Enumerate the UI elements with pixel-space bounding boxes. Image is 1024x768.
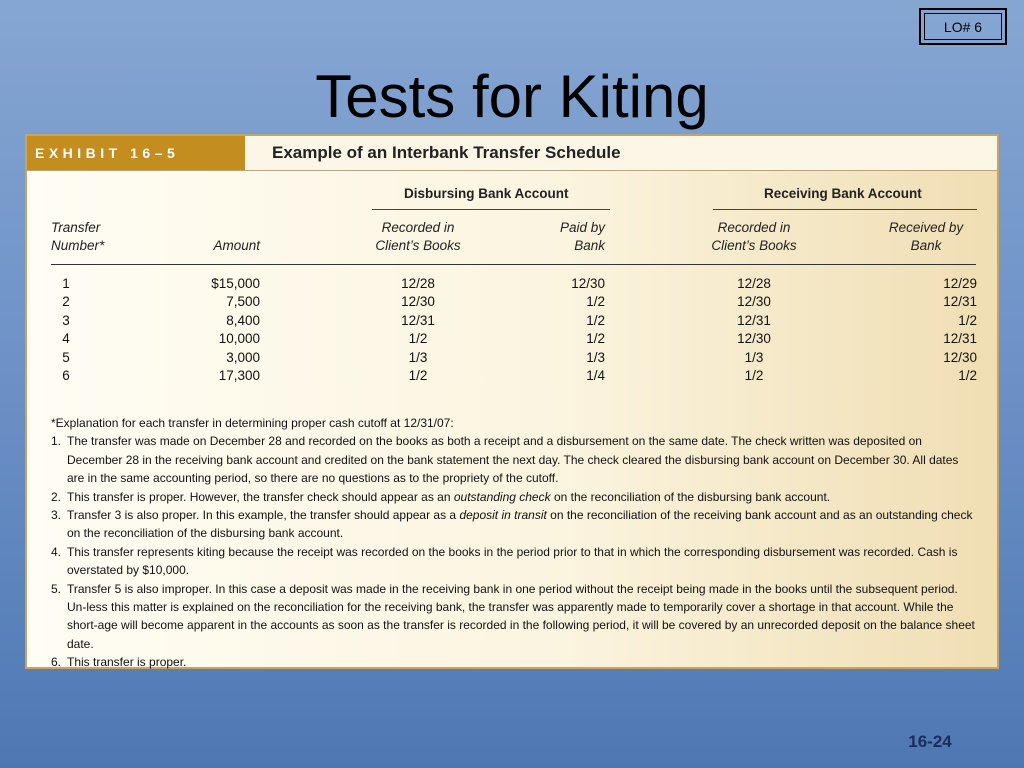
note-4: 4. This transfer represents kiting because the receipt was recorded on the books in the period prior to that in which the corresponding disbursement was recorded. Cash is overstated by $10,000.: [51, 544, 958, 578]
cell-recorded-disbursing: 1/2: [408, 368, 428, 383]
exhibit-label: EXHIBIT 16–5: [27, 136, 245, 170]
note-6: 6. This transfer is proper.: [51, 655, 187, 670]
lo-badge: [919, 8, 1007, 45]
cell-transfer-number: 5: [62, 349, 70, 365]
header-rule: [51, 264, 976, 265]
slide-title: Tests for Kiting: [315, 63, 709, 130]
cell-recorded-disbursing: 12/28: [401, 276, 435, 291]
cell-transfer-number: 4: [62, 331, 70, 347]
page-number: 16-24: [908, 732, 952, 751]
cell-transfer-number: 2: [62, 294, 70, 310]
group-receiving-rule: [713, 209, 977, 210]
note-1: 1. The transfer was made on December 28 and recorded on the books as both a receipt and a disbursement on the same date. The check written was deposited on December 28 in the receiving bank account and credited on the bank statement the next day. The check cleared the disbursing bank account on December 30. All dates are in the same accounting period, so there are no questions as to the propriety of the cutoff.: [51, 434, 959, 486]
cell-amount: 7,500: [226, 294, 260, 310]
cell-amount: 17,300: [218, 368, 260, 383]
cell-paid-by-bank: 1/4: [586, 368, 605, 383]
cell-amount: 8,400: [226, 312, 260, 328]
group-disbursing: Disbursing Bank Account: [404, 186, 569, 201]
cell-recorded-receiving: 12/30: [737, 294, 771, 310]
header-amount: Amount: [213, 238, 260, 253]
cell-paid-by-bank: 1/3: [586, 349, 605, 365]
cell-recorded-disbursing: 12/30: [401, 294, 435, 310]
cell-received-by-bank: 12/30: [943, 349, 977, 365]
cell-recorded-disbursing: 1/2: [408, 331, 428, 347]
cell-paid-by-bank: 1/2: [586, 331, 605, 347]
cell-recorded-receiving: 1/2: [744, 368, 764, 383]
cell-recorded-disbursing: 1/3: [408, 349, 428, 365]
cell-received-by-bank: 12/29: [943, 276, 977, 291]
cell-recorded-receiving: 1/3: [744, 349, 764, 365]
cell-amount: 3,000: [226, 349, 260, 365]
cell-amount: $15,000: [211, 276, 260, 291]
cell-received-by-bank: 12/31: [943, 331, 977, 347]
group-disbursing-rule: [372, 209, 610, 210]
note-2: 2. This transfer is proper. However, the transfer check should appear as an outstanding check on the reconciliation of the disbursing bank account.: [51, 489, 831, 504]
cell-recorded-receiving: 12/28: [737, 276, 771, 291]
explanation-intro: *Explanation for each transfer in determining proper cash cutoff at 12/31/07:: [51, 416, 454, 430]
header-transfer-number: Transfer Number*: [51, 220, 105, 253]
header-paid-by-bank: Paid by Bank: [559, 220, 605, 253]
explanation-notes: [51, 414, 976, 672]
group-receiving: Receiving Bank Account: [764, 186, 922, 201]
cell-recorded-disbursing: 12/31: [401, 312, 435, 328]
cell-paid-by-bank: 12/30: [571, 276, 605, 291]
lo-badge-label: LO# 6: [924, 13, 1002, 40]
cell-received-by-bank: 1/2: [958, 368, 977, 383]
header-received-by-bank: Received by Bank: [888, 220, 964, 253]
cell-recorded-receiving: 12/31: [737, 312, 771, 328]
note-5: 5. Transfer 5 is also improper. In this case a deposit was made in the receiving bank in one period without the receipt being made in the books until the subsequent period. Un-less this matter is explained on the reconciliation for the receiving bank, the transfer was apparently made to temporarily cover a shortage in that account. While the short-age will become apparent in the accounts as soon as the transfer is recorded in the following period, it will be covered by an unrecorded deposit on the balance sheet date.: [51, 581, 975, 651]
cell-received-by-bank: 12/31: [943, 294, 977, 310]
cell-received-by-bank: 1/2: [958, 312, 977, 328]
header-recorded-disbursing: Recorded in Client’s Books: [375, 220, 461, 253]
cell-transfer-number: 1: [62, 276, 70, 291]
cell-transfer-number: 6: [62, 368, 70, 383]
header-recorded-receiving: Recorded in Client’s Books: [711, 220, 797, 253]
note-3: 3. Transfer 3 is also proper. In this example, the transfer should appear as a deposit in transit on the reconciliation of the receiving bank account and as an outstanding check on the reconciliation of the disbursing bank account.: [51, 508, 973, 541]
cell-paid-by-bank: 1/2: [586, 312, 605, 328]
cell-transfer-number: 3: [62, 312, 70, 328]
exhibit-panel: [25, 134, 999, 669]
exhibit-title: Example of an Interbank Transfer Schedule: [272, 143, 621, 162]
cell-paid-by-bank: 1/2: [586, 294, 605, 310]
exhibit-header: [27, 136, 997, 171]
cell-recorded-receiving: 12/30: [737, 331, 771, 347]
cell-amount: 10,000: [218, 331, 260, 347]
